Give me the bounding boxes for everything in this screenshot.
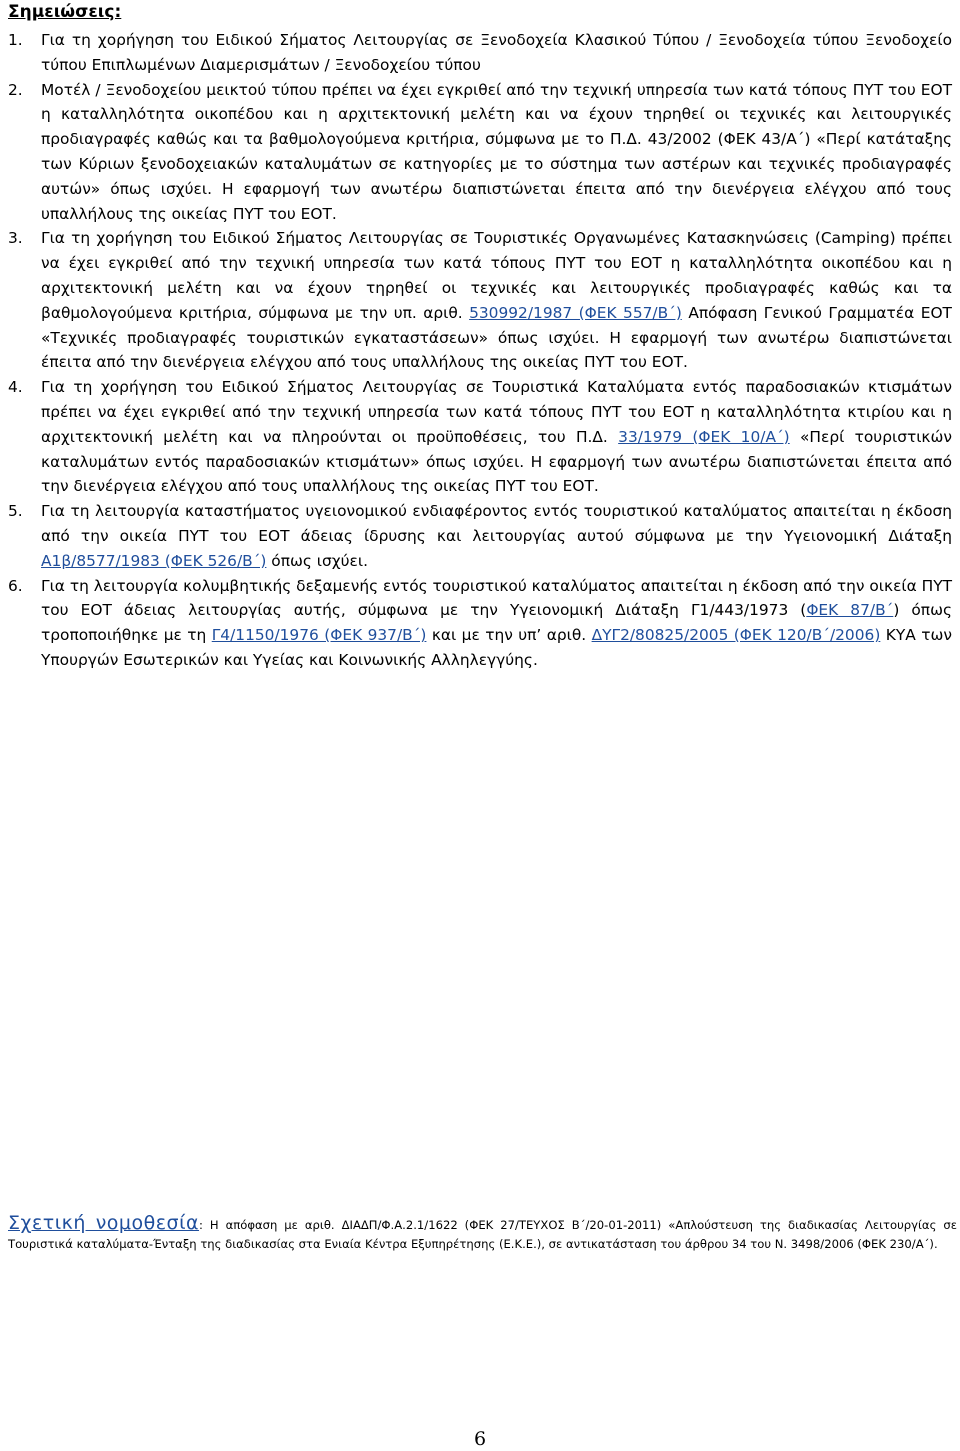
law-link-a1b-8577-1983[interactable]: Α1β/8577/1983 (ΦΕΚ 526/Β΄) xyxy=(41,551,267,570)
note-text: ) όπως τροποποιήθηκε με τη xyxy=(41,601,952,645)
note-text: Για τη λειτουργία καταστήματος υγειονομικού ενδιαφέροντος εντός τουριστικού καταλύματος απαιτείται η έκδοση από την οικεία ΠΥΤ του ΕΟΤ άδειας ίδρυσης και λειτουργίας αυτού σύμφωνα με την Υγειονομική Διάταξη xyxy=(41,502,952,545)
law-link-33-1979[interactable]: 33/1979 (ΦΕΚ 10/Α΄) xyxy=(618,427,790,446)
related-legislation xyxy=(8,1214,957,1254)
note-text: όπως ισχύει. xyxy=(271,551,368,570)
note-item-1 xyxy=(0,28,952,78)
law-link-dyg2-80825-2005[interactable]: ΔΥΓ2/80825/2005 (ΦΕΚ 120/Β΄/2006) xyxy=(591,626,881,645)
note-number: 2. xyxy=(8,80,23,99)
related-legislation-text: : Η απόφαση με αριθ. ΔΙΑΔΠ/Φ.Α.2.1/1622 (ΦΕΚ 27/ΤΕΥΧΟΣ Β΄/20-01-2011) «Απλούστευση της διαδικασίας Λειτουργίας σε Τουριστικά καταλύματα-Ένταξη της διαδικασίας στα Ενιαία Κέντρα Εξυπηρέτησης (Ε.Κ.Ε.), σε αντικατάσταση του άρθρου 34 του Ν. 3498/2006 (ΦΕΚ 230/Α΄). xyxy=(8,1218,957,1251)
note-text: Για τη χορήγηση του Ειδικού Σήματος Λειτουργίας σε Ξενοδοχεία Κλασικού Τύπου / Ξενοδοχεία τύπου Ξενοδοχείο τύπου Επιπλωμένων Διαμερισμάτων / Ξενοδοχείου τύπου xyxy=(41,31,952,74)
note-item-6 xyxy=(0,574,952,673)
note-number: 5. xyxy=(8,502,23,521)
note-text: Απόφαση Γενικού Γραμματέα ΕΟΤ «Τεχνικές προδιαγραφές τουριστικών εγκαταστάσεων» όπως ισχύει. Η εφαρμογή των ανωτέρω διαπιστώνεται έπειτα από την διενέργεια ελέγχου από τους υπαλλήλους της οικείας ΠΥΤ του ΕΟΤ. xyxy=(41,303,952,372)
note-number: 6. xyxy=(8,576,23,595)
related-legislation-link[interactable]: Σχετική νομοθεσία xyxy=(8,1212,200,1234)
note-number: 4. xyxy=(8,378,23,397)
note-number: 1. xyxy=(8,31,23,49)
note-text: Για τη χορήγηση του Ειδικού Σήματος Λειτουργίας σε Τουριστικά Καταλύματα εντός παραδοσιακών κτισμάτων πρέπει να έχει εγκριθεί από την τεχνική υπηρεσία των κατά τόπους ΠΥΤ του ΕΟΤ η καταλληλότητα κτιρίου και η αρχιτεκτονική μελέτη και να πληρούνται οι προϋποθέσεις, του Π.Δ. xyxy=(41,378,952,446)
note-text: Για τη λειτουργία κολυμβητικής δεξαμενής εντός τουριστικού καταλύματος απαιτείται η έκδοση από την οικεία ΠΥΤ του ΕΟΤ άδειας λειτουργίας αυτής, σύμφωνα με την Υγειονομική Διάταξη Γ1/443/1973 ( xyxy=(41,576,953,620)
notes-list xyxy=(0,28,952,673)
law-link-g4-1150-1976[interactable]: Γ4/1150/1976 (ΦΕΚ 937/Β΄) xyxy=(211,626,427,645)
page-number: 6 xyxy=(473,1428,487,1450)
law-link-fek-87-b[interactable]: ΦΕΚ 87/Β΄ xyxy=(806,601,894,620)
law-link-530992-1987[interactable]: 530992/1987 (ΦΕΚ 557/Β΄) xyxy=(469,303,682,322)
note-item-2 xyxy=(0,78,952,227)
note-item-5 xyxy=(0,499,952,573)
notes-heading: Σημειώσεις: xyxy=(8,2,122,22)
note-text: «Περί τουριστικών καταλυμάτων εντός παραδοσιακών κτισμάτων» όπως ισχύει. Η εφαρμογή των ανωτέρω διαπιστώνεται έπειτα από την διενέργεια ελέγχου από τους υπαλλήλους της οικείας ΠΥΤ του ΕΟΤ. xyxy=(41,427,952,496)
note-text: Μοτέλ / Ξενοδοχείου μεικτού τύπου πρέπει να έχει εγκριθεί από την τεχνική υπηρεσία των κατά τόπους ΠΥΤ του ΕΟΤ η καταλληλότητα οικοπέδου και η αρχιτεκτονική μελέτη και να έχουν τηρηθεί οι τεχνικές και λειτουργικές προδιαγραφές καθώς και τα βαθμολογούμενα κριτήρια, σύμφωνα με το Π.Δ. 43/2002 (ΦΕΚ 43/Α΄) «Περί κατάταξης των Κύριων ξενοδοχειακών καταλυμάτων σε κατηγορίες με το σύστημα των αστέρων και τεχνικές προδιαγραφές αυτών» όπως ισχύει. Η εφαρμογή των ανωτέρω διαπιστώνεται έπειτα από την διενέργεια ελέγχου από τους υπαλλήλους της οικείας ΠΥΤ του ΕΟΤ. xyxy=(41,80,952,223)
note-text: ΚΥΑ των Υπουργών Εσωτερικών και Υγείας και Κοινωνικής Αλληλεγγύης. xyxy=(41,626,952,669)
note-item-3 xyxy=(0,226,952,375)
note-item-4 xyxy=(0,375,952,499)
note-text: και με την υπ’ αριθ. xyxy=(431,626,587,645)
note-number: 3. xyxy=(8,229,23,248)
note-text: Για τη χορήγηση του Ειδικού Σήματος Λειτουργίας σε Τουριστικές Οργανωμένες Κατασκηνώσεις (Camping) πρέπει να έχει εγκριθεί από την τεχνική υπηρεσία των κατά τόπους ΠΥΤ του ΕΟΤ η καταλληλότητα οικοπέδου και η αρχιτεκτονική μελέτη και να έχουν τηρηθεί οι τεχνικές και λειτουργικές προδιαγραφές καθώς και τα βαθμολογούμενα κριτήρια, σύμφωνα με την υπ. αριθ. xyxy=(41,229,952,322)
